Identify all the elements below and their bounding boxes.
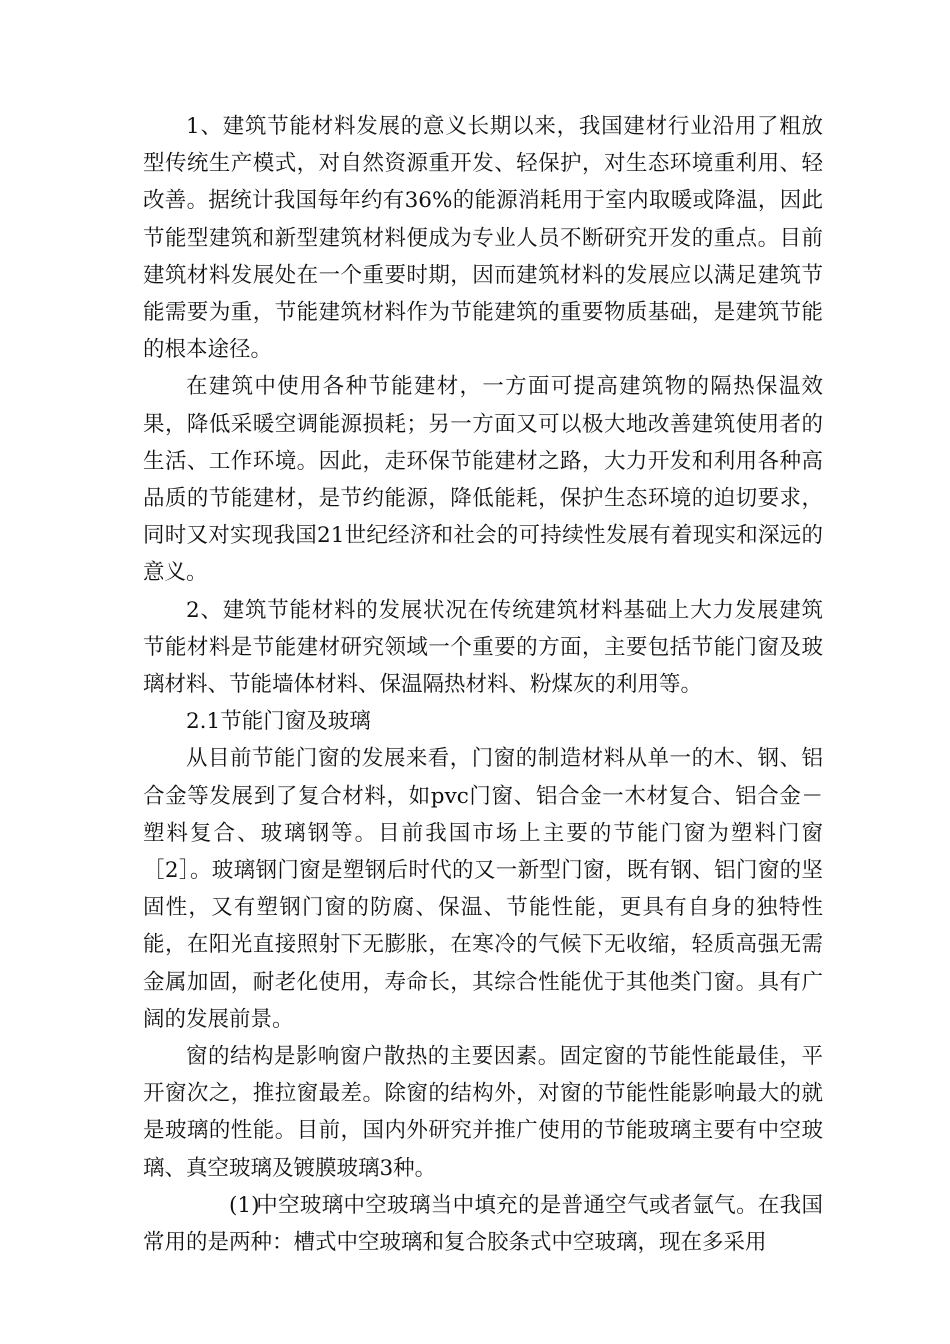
paragraph-development-status: 2、建筑节能材料的发展状况在传统建筑材料基础上大力发展建筑节能材料是节能建材研究领域一个重要的方面，主要包括节能门窗及玻璃材料、节能墙体材料、保温隔热材料、粉煤灰的利用等。	[143, 597, 823, 698]
list-item-marker: (1)	[229, 1192, 260, 1218]
paragraph-window-structure: 窗的结构是影响窗户散热的主要因素。固定窗的节能性能最佳，平开窗次之，推拉窗最差。除窗的结构外，对窗的节能性能影响最大的就是玻璃的性能。目前，国内外研究并推广使用的节能玻璃主要有中空玻璃、真空玻璃及镀膜玻璃3种。	[143, 1044, 823, 1181]
paragraph-energy-saving-significance: 1、建筑节能材料发展的意义长期以来，我国建材行业沿用了粗放型传统生产模式，对自然资源重开发、轻保护，对生态环境重利用、轻改善。据统计我国每年约有36%的能源消耗用于室内取暖或降温，因此节能型建筑和新型建筑材料便成为专业人员不断研究开发的重点。目前建筑材料发展处在一个重要时期，因而建筑材料的发展应以满足建筑节能需要为重，节能建筑材料作为节能建筑的重要物质基础，是建筑节能的根本途径。	[143, 114, 823, 363]
list-item-hollow-glass	[143, 1187, 823, 1261]
document-body	[143, 108, 823, 1261]
paragraph-doors-windows-development: 从目前节能门窗的发展来看，门窗的制造材料从单一的木、钢、铝合金等发展到了复合材料，如pvc门窗、铝合金一木材复合、铝合金－塑料复合、玻璃钢等。目前我国市场上主要的节能门窗为塑料门窗［2］。玻璃钢门窗是塑钢后时代的又一新型门窗，既有钢、铝门窗的坚固性，又有塑钢门窗的防腐、保温、节能性能，更具有自身的独特性能，在阳光直接照射下无膨胀，在寒冷的气候下无收缩，轻质高强无需金属加固，耐老化使用，寿命长，其综合性能优于其他类门窗。具有广阔的发展前景。	[143, 746, 823, 1032]
section-heading-doors-windows-glass: 2.1节能门窗及玻璃	[186, 709, 371, 735]
list-item-text: 中空玻璃中空玻璃当中填充的是普通空气或者氩气。在我国常用的是两种：槽式中空玻璃和复合胶条式中空玻璃，现在多采用	[143, 1192, 823, 1256]
paragraph-energy-saving-benefits: 在建筑中使用各种节能建材，一方面可提高建筑物的隔热保温效果，降低采暖空调能源损耗；另一方面又可以极大地改善建筑使用者的生活、工作环境。因此，走环保节能建材之路，大力开发和利用各种高品质的节能建材，是节约能源，降低能耗，保护生态环境的迫切要求，同时又对实现我国21世纪经济和社会的可持续性发展有着现实和深远的意义。	[143, 374, 823, 586]
